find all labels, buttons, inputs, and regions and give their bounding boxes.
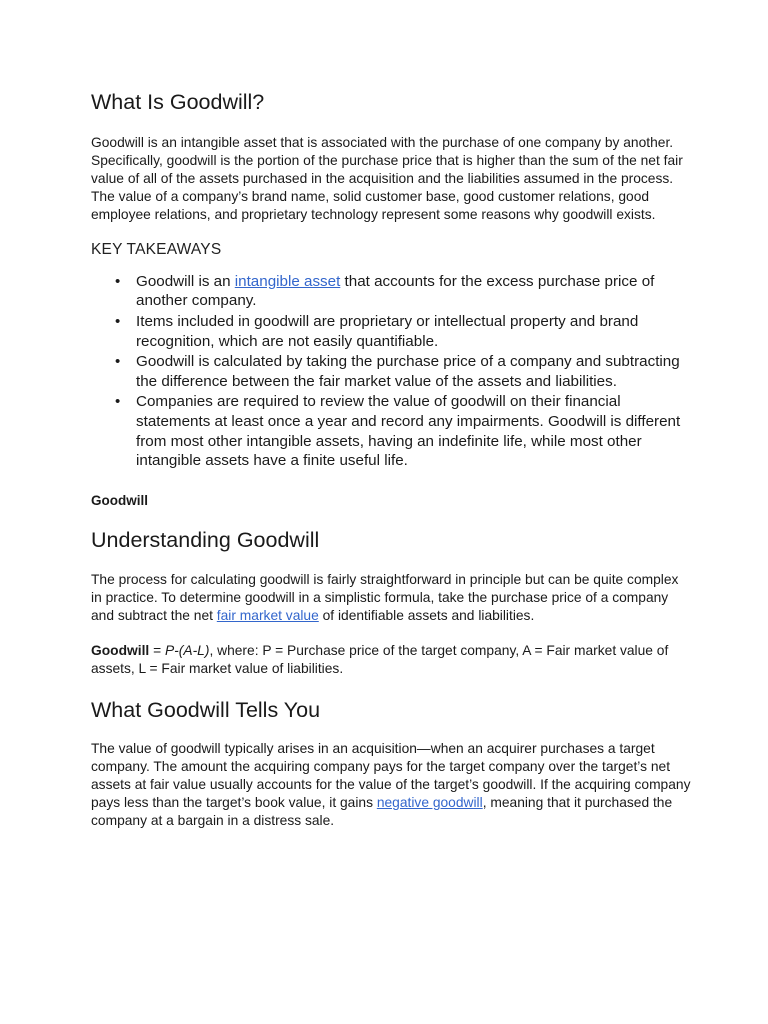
understanding-paragraph [91,571,691,625]
bullet-icon: • [115,353,121,371]
key-takeaways-list [91,272,696,471]
formula-expression: P-(A-L) [164,642,210,658]
tells-paragraph [91,740,691,830]
heading-what-is-goodwill: What Is Goodwill? [91,90,265,114]
list-item [115,352,696,391]
formula-definitions: , where: P = Purchase price of the target company, A = Fair market value of assets, L = Fair market value of liabilities. [91,642,669,676]
negative-goodwill-link[interactable]: negative goodwill [376,795,483,811]
fair-market-value-link[interactable]: fair market value [216,607,319,623]
formula-term: Goodwill [91,642,150,658]
bullet-2-text: Items included in goodwill are proprietary or intellectual property and brand recognition, which are not easily quantifiable. [136,312,639,350]
key-takeaways-label: KEY TAKEAWAYS [91,240,222,258]
goodwill-label: Goodwill [91,492,148,508]
intro-paragraph: Goodwill is an intangible asset that is associated with the purchase of one company by another. Specifically, goodwill is the portion of the purchase price that is higher than the sum of the net fair value of all of the assets purchased in the acquisition and the liabilities assumed in the process. The value of a company’s brand name, solid customer base, good customer relations, good employee relations, and proprietary technology represent some reasons why goodwill exists. [91,134,683,222]
list-item [115,312,696,351]
list-item [115,392,696,470]
formula-paragraph [91,642,691,678]
bullet-1-text-post: that accounts for the excess purchase price of another company. [136,272,655,310]
understanding-text-pre: The process for calculating goodwill is fairly straightforward in principle but can be quite complex in practice. To determine goodwill in a simplistic formula, take the purchase price of a company and subtract the net [91,571,679,623]
bullet-3-text: Goodwill is calculated by taking the purchase price of a company and subtracting the difference between the fair market value of the assets and liabilities. [136,353,680,390]
bullet-icon: • [115,272,121,290]
heading-what-goodwill-tells-you: What Goodwill Tells You [91,697,321,722]
bullet-icon: • [115,312,121,330]
heading-understanding-goodwill: Understanding Goodwill [91,527,320,552]
bullet-4-text: Companies are required to review the value of goodwill on their financial statements at least once a year and record any impairments. Goodwill is different from most other intangible assets, having an indefinite life, while most other intangible assets have a finite useful life. [136,393,681,470]
tells-text-pre: The value of goodwill typically arises in an acquisition—when an acquirer purchases a target company. The amount the acquiring company pays for the target company over the target’s net assets at fair value usually accounts for the value of the target’s goodwill. If the acquiring company pays less than the target’s book value, it gains [91,741,691,811]
intangible-asset-link[interactable]: intangible asset [234,272,341,290]
formula-equals: = [149,642,165,658]
bullet-1-text-pre: Goodwill is an [136,272,235,290]
bullet-icon: • [115,393,121,411]
list-item [115,272,696,311]
tells-text-post: , meaning that it purchased the company at a bargain in a distress sale. [91,795,673,829]
article [91,90,691,830]
understanding-text-post: of identifiable assets and liabilities. [318,607,535,623]
